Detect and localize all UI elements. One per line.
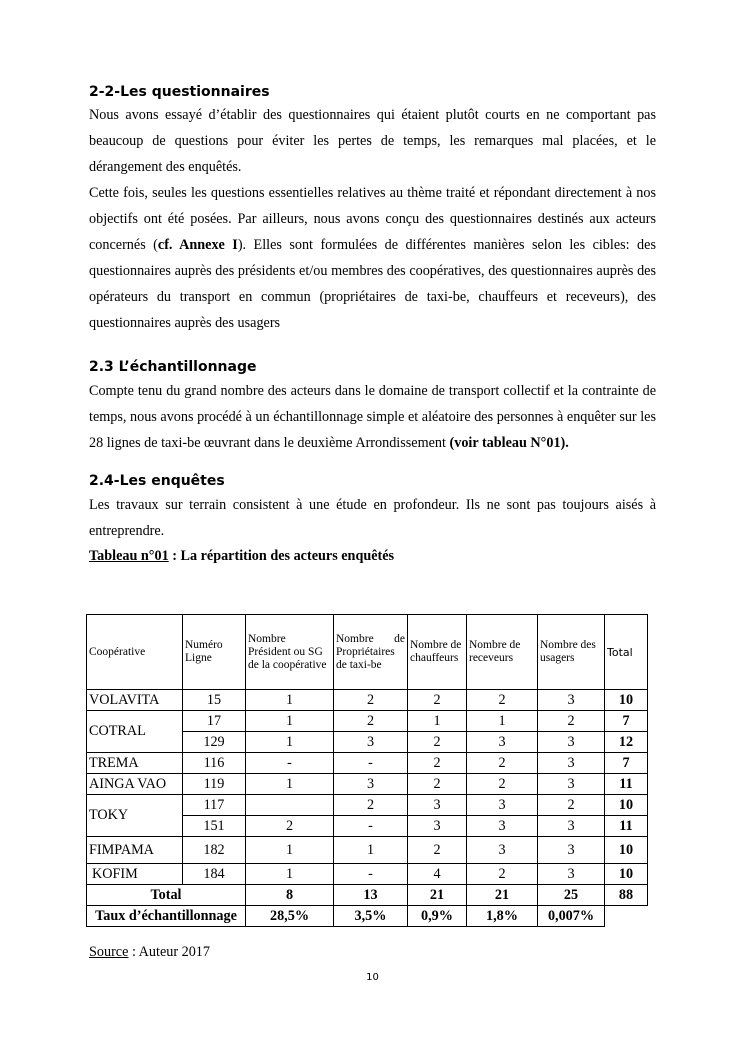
total-receveurs: 21 (467, 885, 538, 906)
cell-usagers: 3 (538, 837, 605, 864)
table-caption (89, 546, 656, 566)
table-row (87, 753, 648, 774)
header-proprietaires: Nombre de Propriétaires de taxi-be (334, 615, 408, 690)
table-caption-text: : La répartition des acteurs enquêtés (168, 548, 395, 564)
section-title-questionnaires: 2-2-Les questionnaires (89, 84, 270, 100)
cell-usagers: 3 (538, 774, 605, 795)
cell-chauffeurs: 3 (408, 816, 467, 837)
cell-cooperative: COTRAL (87, 711, 183, 753)
table-row (87, 864, 648, 885)
taux-receveurs: 1,8% (467, 906, 538, 927)
cell-ligne: 17 (183, 711, 246, 732)
taux-chauffeurs: 0,9% (408, 906, 467, 927)
table-header-row (87, 615, 648, 690)
total-label: Total (87, 885, 246, 906)
header-cooperative: Coopérative (87, 615, 183, 690)
table-row (87, 690, 648, 711)
cell-president (246, 795, 334, 816)
total-proprietaires: 13 (334, 885, 408, 906)
paragraph-questionnaires-1: Nous avons essayé d’établir des questionnaires qui étaient plutôt courts en ne comportant pas beaucoup de questions pour éviter les pertes de temps, les remarques mal placées, et le dérangement des enquêtés. (89, 107, 656, 175)
cell-president: 1 (246, 774, 334, 795)
cell-receveurs: 1 (467, 711, 538, 732)
cell-chauffeurs: 3 (408, 795, 467, 816)
paragraph-enquetes: Les travaux sur terrain consistent à une étude en profondeur. Ils ne sont pas toujours aisés à entreprendre. (89, 497, 656, 539)
cell-chauffeurs: 1 (408, 711, 467, 732)
cell-proprietaires: - (334, 864, 408, 885)
cell-ligne: 151 (183, 816, 246, 837)
cell-president: 2 (246, 816, 334, 837)
cell-total: 7 (605, 753, 648, 774)
table-reference: (voir tableau N°01). (449, 435, 569, 451)
cell-ligne: 15 (183, 690, 246, 711)
cell-ligne: 182 (183, 837, 246, 864)
cell-proprietaires: 3 (334, 774, 408, 795)
paragraph-text: Cette fois, seules les questions essentielles relatives au thème traité et répondant directement à nos objectifs ont été posées. Par ailleurs, nous avons conçu des questionnaires destinés aux acteurs concernés ( (89, 185, 656, 253)
table-row (87, 795, 648, 816)
cell-president: 1 (246, 837, 334, 864)
table-row (87, 711, 648, 732)
total-grand: 88 (605, 885, 648, 906)
cell-chauffeurs: 2 (408, 690, 467, 711)
header-chauffeurs: Nombre de chauffeurs (408, 615, 467, 690)
cell-cooperative: TOKY (87, 795, 183, 837)
cell-ligne: 119 (183, 774, 246, 795)
cell-ligne: 117 (183, 795, 246, 816)
cell-ligne: 184 (183, 864, 246, 885)
taux-proprietaires: 3,5% (334, 906, 408, 927)
cell-proprietaires: 3 (334, 732, 408, 753)
cell-proprietaires: 1 (334, 837, 408, 864)
table-row (87, 837, 648, 864)
cell-chauffeurs: 2 (408, 774, 467, 795)
annex-reference: cf. Annexe I (157, 237, 238, 253)
cell-usagers: 3 (538, 864, 605, 885)
paragraph-text: Compte tenu du grand nombre des acteurs dans le domaine de transport collectif et la contrainte de temps, nous avons procédé à un échantillonnage simple et aléatoire des personnes à enquêter sur les 28 lignes de taxi-be œuvrant dans le deuxième Arrondissement (89, 383, 656, 451)
cell-cooperative: AINGA VAO (87, 774, 183, 795)
cell-receveurs: 2 (467, 753, 538, 774)
cell-receveurs: 3 (467, 732, 538, 753)
paragraph-questionnaires-2 (89, 180, 656, 336)
cell-usagers: 3 (538, 690, 605, 711)
cell-cooperative: VOLAVITA (87, 690, 183, 711)
total-president: 8 (246, 885, 334, 906)
cell-cooperative: TREMA (87, 753, 183, 774)
total-chauffeurs: 21 (408, 885, 467, 906)
table-row (87, 774, 648, 795)
taux-label: Taux d’échantillonnage (87, 906, 246, 927)
cell-ligne: 129 (183, 732, 246, 753)
table-total-row (87, 885, 648, 906)
paragraph-text: ). Elles sont formulées de différentes manières selon les cibles: des questionnaires auprès des présidents et/ou membres des coopératives, des questionnaires auprès des opérateurs du transport en commun (propriétaires de taxi-be, chauffeurs et receveurs), des questionnaires auprès des usagers (89, 237, 656, 331)
header-usagers: Nombre des usagers (538, 615, 605, 690)
cell-usagers: 2 (538, 795, 605, 816)
cell-chauffeurs: 2 (408, 837, 467, 864)
source-label: Source (89, 944, 129, 960)
cell-receveurs: 3 (467, 816, 538, 837)
cell-usagers: 3 (538, 753, 605, 774)
cell-proprietaires: 2 (334, 690, 408, 711)
cell-total: 11 (605, 774, 648, 795)
cell-usagers: 2 (538, 711, 605, 732)
cell-proprietaires: 2 (334, 795, 408, 816)
cell-total: 10 (605, 795, 648, 816)
table-taux-row (87, 906, 648, 927)
cell-president: 1 (246, 690, 334, 711)
cell-ligne: 116 (183, 753, 246, 774)
cell-president: 1 (246, 864, 334, 885)
section-title-enquetes: 2.4-Les enquêtes (89, 473, 225, 489)
cell-president: 1 (246, 711, 334, 732)
cell-total: 11 (605, 816, 648, 837)
cell-receveurs: 2 (467, 864, 538, 885)
source-text: : Auteur 2017 (128, 944, 210, 960)
cell-usagers: 3 (538, 732, 605, 753)
cell-usagers: 3 (538, 816, 605, 837)
header-president: Nombre Président ou SG de la coopérative (246, 615, 334, 690)
taux-empty (605, 906, 648, 927)
header-receveurs: Nombre de receveurs (467, 615, 538, 690)
taux-president: 28,5% (246, 906, 334, 927)
table-source (89, 944, 210, 961)
cell-total: 10 (605, 864, 648, 885)
cell-proprietaires: 2 (334, 711, 408, 732)
cell-cooperative: KOFIM (87, 864, 183, 885)
cell-receveurs: 3 (467, 837, 538, 864)
cell-cooperative: FIMPAMA (87, 837, 183, 864)
section-title-echantillonnage: 2.3 L’échantillonnage (89, 359, 257, 375)
cell-receveurs: 3 (467, 795, 538, 816)
cell-receveurs: 2 (467, 774, 538, 795)
taux-usagers: 0,007% (538, 906, 605, 927)
cell-total: 10 (605, 690, 648, 711)
page-number: 10 (366, 972, 379, 983)
cell-proprietaires: - (334, 753, 408, 774)
cell-total: 12 (605, 732, 648, 753)
table-caption-label: Tableau n°01 (89, 548, 169, 564)
cell-president: 1 (246, 732, 334, 753)
cell-president: - (246, 753, 334, 774)
actors-table (86, 614, 648, 927)
header-ligne: Numéro Ligne (183, 615, 246, 690)
paragraph-echantillonnage (89, 378, 656, 456)
cell-chauffeurs: 4 (408, 864, 467, 885)
cell-total: 7 (605, 711, 648, 732)
document-body (89, 84, 656, 566)
total-usagers: 25 (538, 885, 605, 906)
cell-chauffeurs: 2 (408, 753, 467, 774)
cell-chauffeurs: 2 (408, 732, 467, 753)
cell-proprietaires: - (334, 816, 408, 837)
cell-total: 10 (605, 837, 648, 864)
cell-receveurs: 2 (467, 690, 538, 711)
header-total: Total (605, 615, 648, 690)
